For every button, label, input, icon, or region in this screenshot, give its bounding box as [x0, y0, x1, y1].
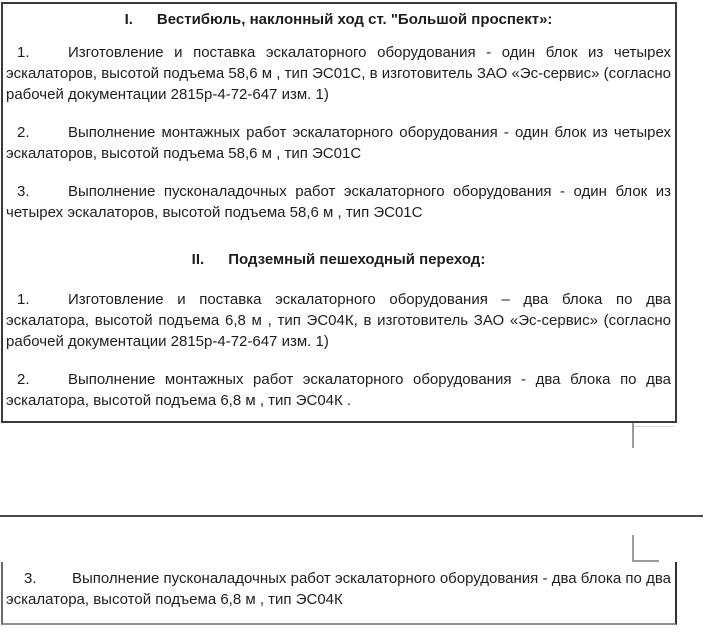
- list-item: [6, 181, 671, 223]
- item-text: Выполнение пусконаладочных работ эскалаторного оборудования - один блок из четырех эскалаторов, высотой подъема 58,6 м , тип ЭС01С: [6, 183, 671, 221]
- text-boundary-mark-page2-vertical: [632, 535, 634, 562]
- section-1-title: Вестибюль, наклонный ход ст. "Большой проспект»:: [156, 11, 553, 28]
- item-number: 1.: [17, 44, 30, 61]
- item-text: Изготовление и поставка эскалаторного оборудования - один блок из четырех эскалаторов, высотой подъема 58,6 м , тип ЭС01С, в изготовитель ЗАО «Эс-сервис» (согласно рабочей документации 2815р-4-72-647 изм. 1): [6, 44, 671, 103]
- section-heading-2: [6, 251, 671, 269]
- item-number: 2.: [17, 124, 30, 141]
- item-number: 1.: [17, 291, 30, 308]
- list-item: [6, 568, 671, 610]
- item-text: Изготовление и поставка эскалаторного оборудования – два блока по два эскалатора, высотой подъема 6,8 м , тип ЭС04К, в изготовитель ЗАО «Эс-сервис» (согласно рабочей документации 2815р-4-72-647 изм. 1): [6, 291, 671, 350]
- item-number: 3.: [17, 183, 30, 200]
- item-number: 3.: [24, 570, 37, 587]
- section-1-number: I.: [124, 11, 133, 28]
- item-number: 2.: [17, 371, 30, 388]
- list-item: [6, 122, 671, 164]
- contract-scope-table-page2: [1, 562, 677, 625]
- section-2-number: II.: [191, 251, 205, 268]
- section-heading-1: [6, 11, 671, 29]
- list-item: [6, 369, 671, 411]
- item-text: Выполнение монтажных работ эскалаторного оборудования - один блок из четырех эскалаторов, высотой подъема 58,6 м , тип ЭС01С: [6, 124, 671, 162]
- contract-scope-table-page1: [1, 2, 677, 423]
- text-boundary-mark-page1-horizontal: [634, 426, 674, 427]
- section-2-title: Подземный пешеходный переход:: [228, 251, 486, 268]
- page-break-divider: [0, 515, 703, 517]
- item-text: Выполнение пусконаладочных работ эскалаторного оборудования - два блока по два эскалатора, высотой подъема 6,8 м , тип ЭС04К: [6, 570, 671, 608]
- item-text: Выполнение монтажных работ эскалаторного оборудования - два блока по два эскалатора, высотой подъема 6,8 м , тип ЭС04К .: [6, 371, 671, 409]
- list-item: [6, 42, 671, 105]
- list-item: [6, 289, 671, 352]
